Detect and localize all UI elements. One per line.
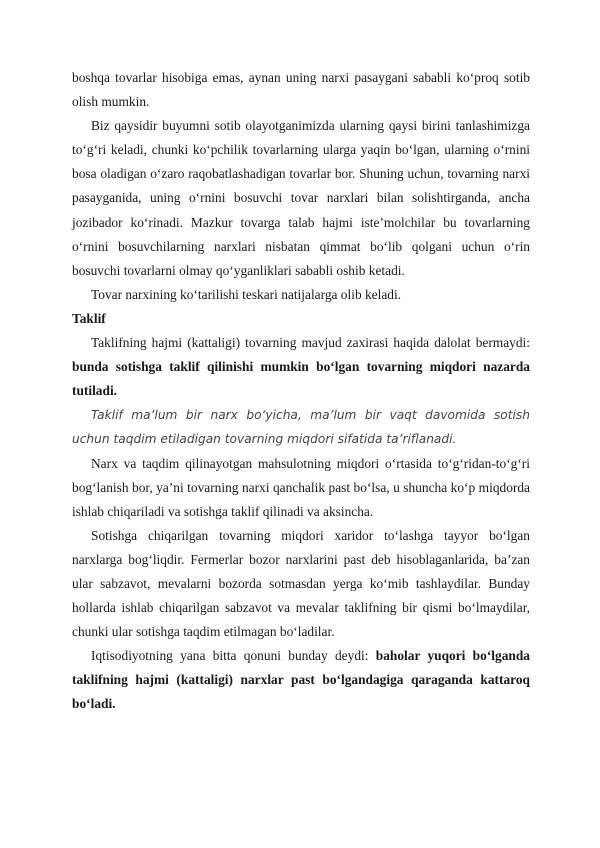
paragraph-4	[72, 331, 530, 403]
paragraph-8-text: Iqtisodiyotning yana bitta qonuni bunday deydi:	[91, 648, 376, 664]
definition-italic: Taklif ma’lum bir narx bo‘yicha, ma’lum bir vaqt davomida sotish uchun taqdim etiladigan tovarning miqdori sifatida ta’riflanadi.	[72, 408, 530, 447]
paragraph-2: Biz qaysidir buyumni sotib olayotganimizda ularning qaysi birini tanlashimizga to‘g‘ri keladi, chunki ko‘pchilik tovarlarning ularga yaqin bo‘lgan, ularning o‘rnini bosa oladigan o‘zaro raqobatlashadigan tovarlar bor. Shuning uchun, tovarning narxi pasayganida, uning o‘rnini bosuvchi tovar narxlari bilan solishtirganda, ancha jozibador ko‘rinadi. Mazkur tovarga talab hajmi iste’molchilar bu tovarlarning o‘rnini bosuvchilarning narxlari nisbatan qimmat bo‘lib qolgani uchun o‘rin bosuvchi tovarlarni olmay qo‘yganliklari sababli oshib ketadi.	[72, 118, 530, 278]
paragraph-4-bold: bunda sotishga taklif qilinishi mumkin bo‘lgan tovarning miqdori nazarda tutiladi.	[72, 359, 530, 399]
document-page	[72, 66, 530, 717]
paragraph-8	[72, 644, 530, 716]
paragraph-8-bold: baholar yuqori bo‘lganda taklifning hajmi (kattaligi) narxlar past bo‘lgandagiga qaraganda kattaroq bo‘ladi.	[72, 648, 530, 712]
section-heading: Taklif	[72, 310, 106, 326]
paragraph-7: Sotishga chiqarilgan tovarning miqdori xaridor to‘lashga tayyor bo‘lgan narxlarga bog‘liqdir. Fermerlar bozor narxlarini past deb hisoblaganlarida, ba’zan ular sabzavot, mevalarni bozorda sotmasdan yerga ko‘mib tashlaydilar. Bunday hollarda ishlab chiqarilgan sabzavot va mevalar taklifning bir qismi bo‘lmaydilar, chunki ular sotishga taqdim etilmagan bo‘ladilar.	[72, 527, 530, 640]
paragraph-6: Narx va taqdim qilinayotgan mahsulotning miqdori o‘rtasida to‘g‘ridan-to‘g‘ri bog‘lanish bor, ya’ni tovarning narxi qanchalik past bo‘lsa, u shuncha ko‘p miqdorda ishlab chiqariladi va sotishga taklif qilinadi va aksincha.	[72, 455, 530, 519]
paragraph-1: boshqa tovarlar hisobiga emas, aynan uning narxi pasaygani sababli ko‘proq sotib olish mumkin.	[72, 70, 530, 110]
paragraph-3: Tovar narxining ko‘tarilishi teskari natijalarga olib keladi.	[91, 286, 402, 302]
paragraph-4-text: Taklifning hajmi (kattaligi) tovarning mavjud zaxirasi haqida dalolat bermaydi:	[91, 335, 530, 351]
